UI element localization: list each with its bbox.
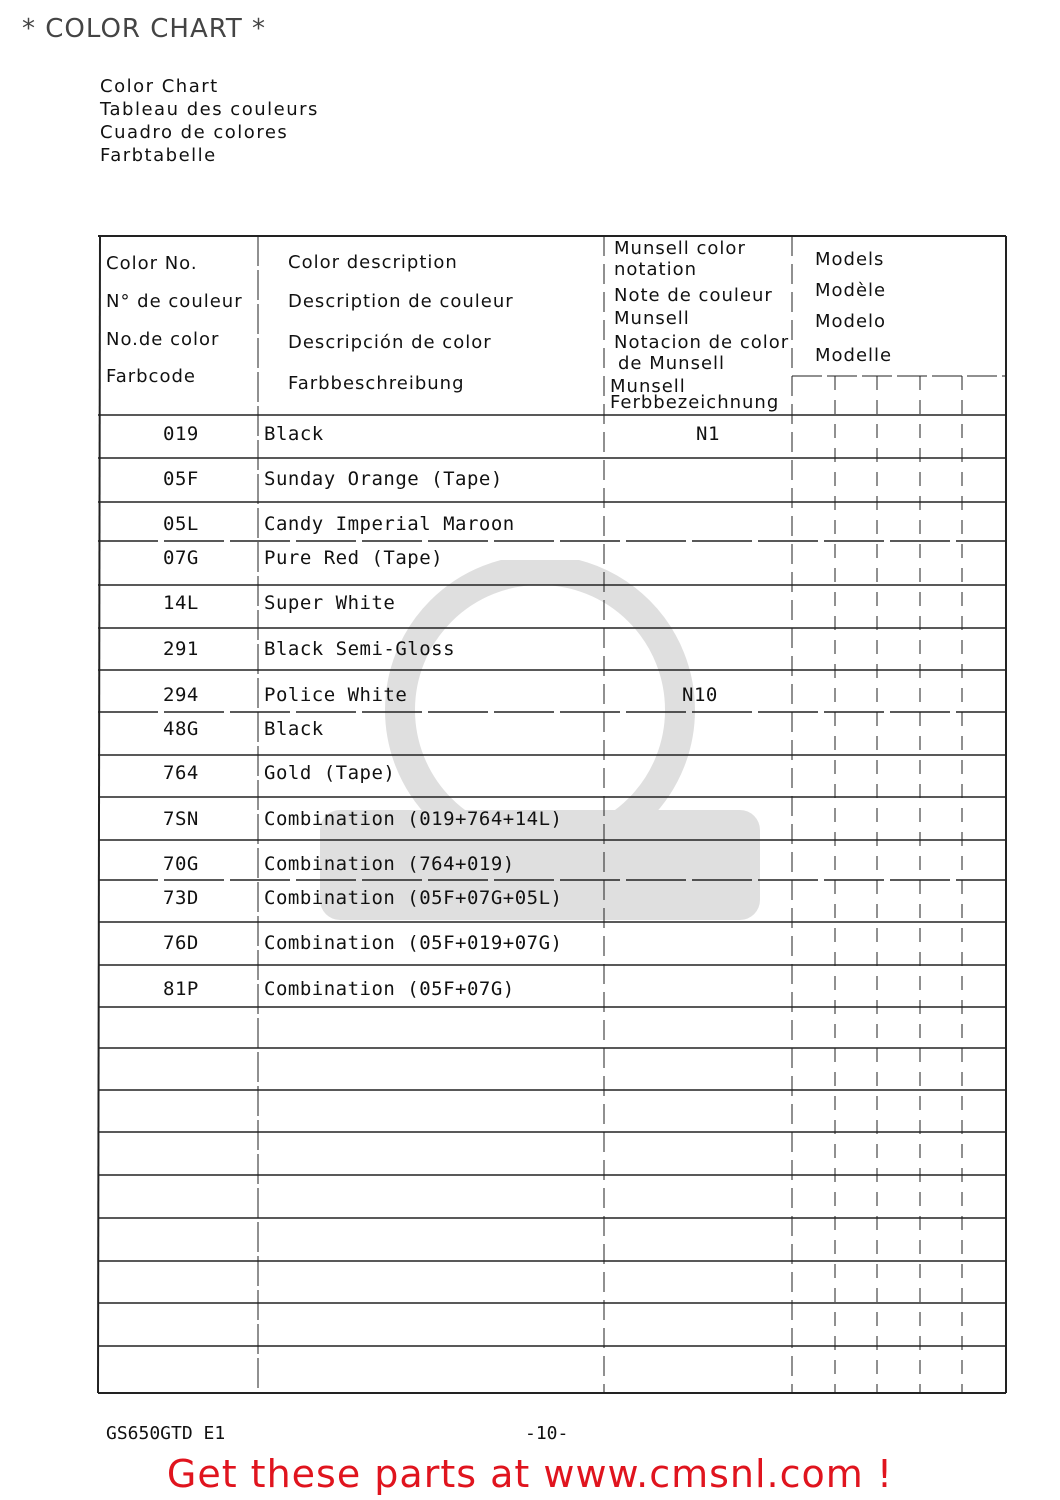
header-color-no-de: Farbcode — [106, 366, 196, 387]
footer-model: GS650GTD E1 — [106, 1423, 226, 1444]
color-description: Candy Imperial Maroon — [264, 513, 515, 535]
subtitle-en: Color Chart — [100, 76, 219, 97]
color-code: 7SN — [163, 808, 199, 830]
color-code: 07G — [163, 547, 199, 569]
page-title: * COLOR CHART * — [22, 14, 267, 44]
header-desc-fr: Description de couleur — [288, 291, 514, 312]
subtitle-fr: Tableau des couleurs — [100, 99, 319, 120]
color-code: 73D — [163, 887, 199, 909]
header-models-en: Models — [815, 249, 885, 270]
color-code: 019 — [163, 423, 199, 445]
color-description: Black — [264, 423, 324, 445]
header-munsell-3: Note de couleur — [614, 285, 773, 306]
table-border-left — [98, 236, 100, 1393]
color-code: 14L — [163, 592, 199, 614]
footer-page-number: -10- — [525, 1423, 569, 1444]
subtitle-de: Farbtabelle — [100, 145, 217, 166]
color-code: 291 — [163, 638, 199, 660]
color-code: 76D — [163, 932, 199, 954]
header-models-de: Modelle — [815, 345, 893, 366]
header-color-no-en: Color No. — [106, 253, 198, 274]
color-description: Police White — [264, 684, 408, 706]
header-models-fr: Modèle — [815, 280, 887, 301]
color-description: Black Semi-Gloss — [264, 638, 456, 660]
ad-banner[interactable]: Get these parts at www.cmsnl.com ! — [166, 1452, 894, 1496]
header-desc-es: Descripción de color — [288, 332, 492, 353]
color-description: Combination (019+764+14L) — [264, 808, 563, 830]
header-color-no-es: No.de color — [106, 329, 220, 350]
color-description: Black — [264, 718, 324, 740]
header-color-no-fr: N° de couleur — [106, 291, 243, 312]
color-code: 764 — [163, 762, 199, 784]
color-code: 70G — [163, 853, 199, 875]
header-munsell-2: notation — [614, 259, 697, 280]
color-description: Combination (764+019) — [264, 853, 515, 875]
color-code: 294 — [163, 684, 199, 706]
header-munsell-4: Munsell — [614, 308, 690, 329]
color-code: 05F — [163, 468, 199, 490]
color-code: 48G — [163, 718, 199, 740]
color-description: Combination (05F+019+07G) — [264, 932, 563, 954]
color-code: 05L — [163, 513, 199, 535]
header-munsell-5: Notacion de color — [614, 332, 790, 353]
color-description: Pure Red (Tape) — [264, 547, 444, 569]
header-munsell-7: Munsell — [610, 376, 686, 397]
header-desc-de: Farbbeschreibung — [288, 373, 465, 394]
munsell-notation: N10 — [682, 684, 718, 706]
header-munsell-6: de Munsell — [618, 353, 726, 374]
color-description: Combination (05F+07G+05L) — [264, 887, 563, 909]
color-code: 81P — [163, 978, 199, 1000]
header-munsell-8: Ferbbezeichnung — [610, 392, 780, 413]
header-models-es: Modelo — [815, 311, 887, 332]
color-description: Sunday Orange (Tape) — [264, 468, 503, 490]
munsell-notation: N1 — [696, 423, 720, 445]
header-munsell-1: Munsell color — [614, 238, 746, 259]
header-desc-en: Color description — [288, 252, 458, 273]
subtitle-es: Cuadro de colores — [100, 122, 289, 143]
color-description: Combination (05F+07G) — [264, 978, 515, 1000]
color-description: Super White — [264, 592, 396, 614]
color-description: Gold (Tape) — [264, 762, 396, 784]
